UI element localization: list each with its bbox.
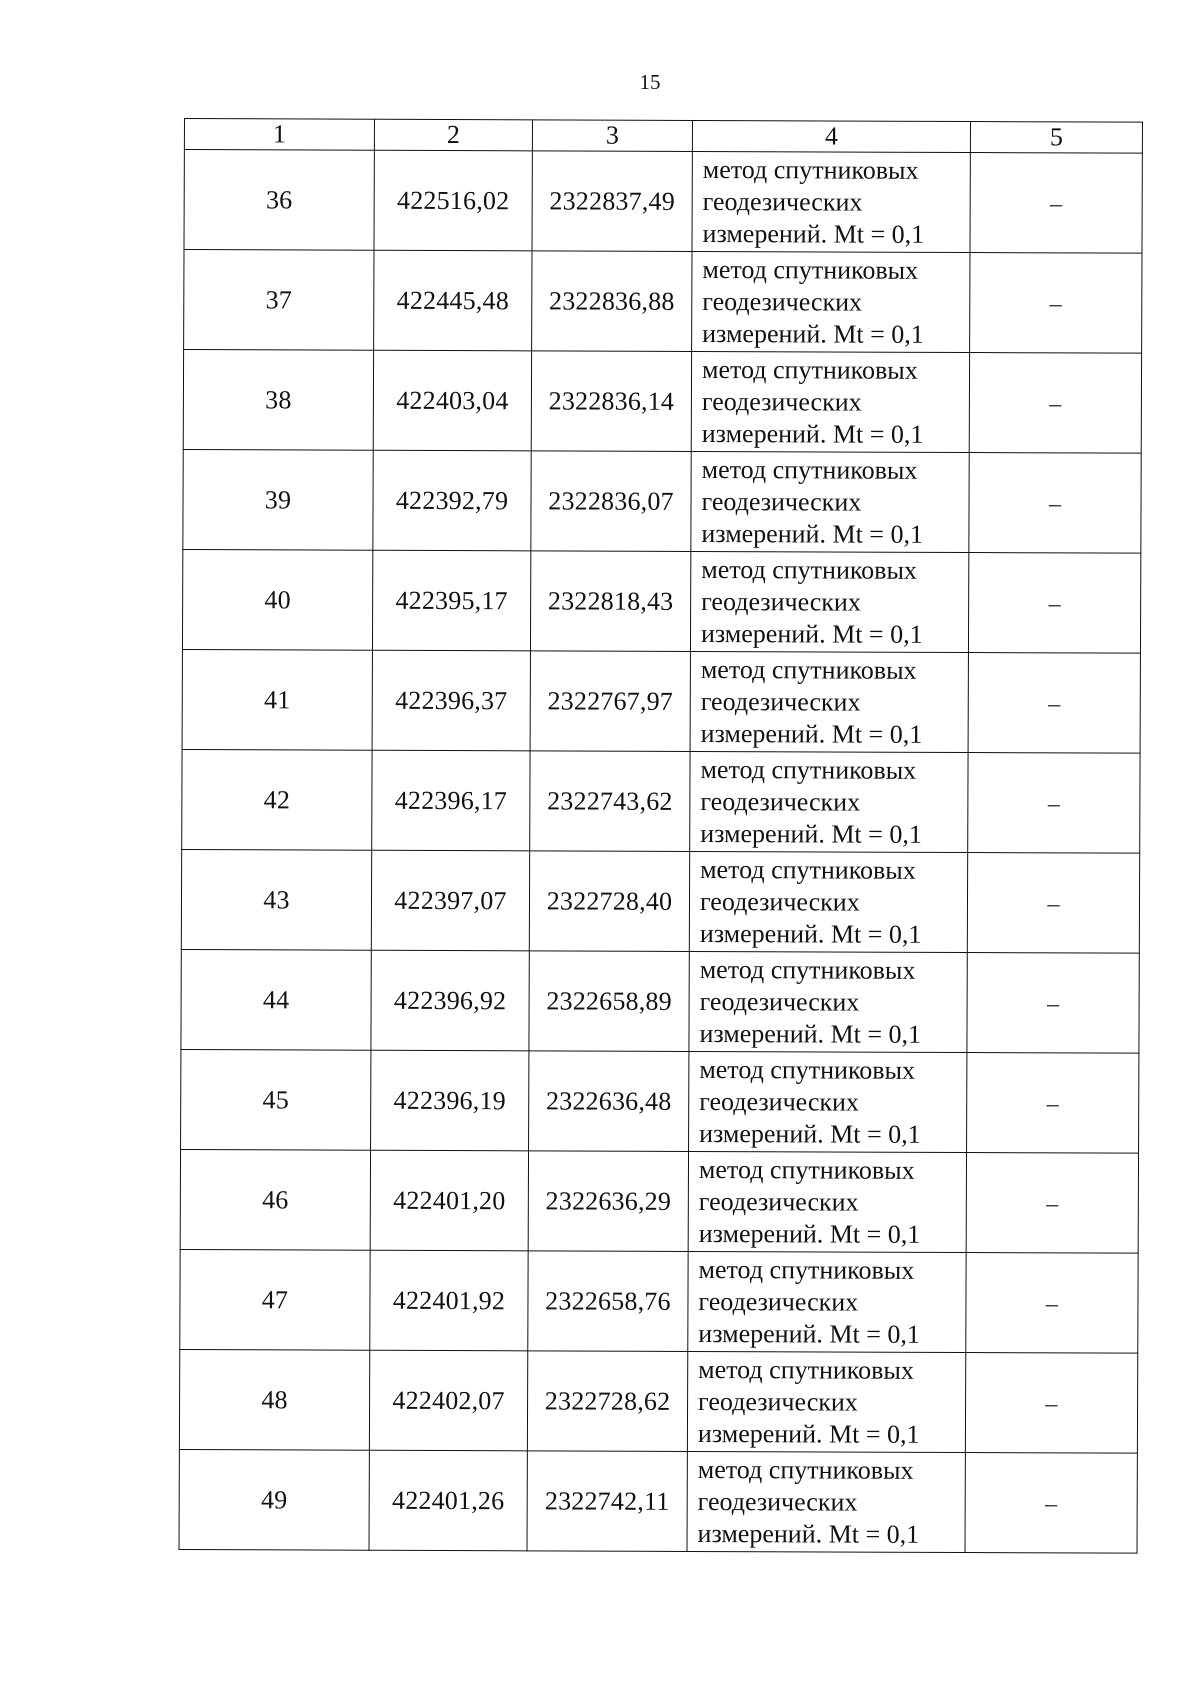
method-text-line: измерений. Mt = 0,1 <box>698 1318 921 1349</box>
x-coordinate-cell: 422401,20 <box>370 1150 528 1251</box>
point-number-cell: 39 <box>183 449 373 550</box>
coordinates-table <box>179 118 1143 1554</box>
point-number-cell: 45 <box>181 1049 371 1150</box>
y-coordinate-cell: 2322658,76 <box>528 1251 688 1352</box>
method-text-line: геодезических <box>699 986 860 1017</box>
table-row <box>181 1049 1139 1153</box>
y-coordinate-cell: 2322742,11 <box>527 1451 687 1552</box>
empty-value-dash: – <box>1050 190 1063 217</box>
table-row <box>180 1149 1138 1253</box>
table-row <box>184 150 1142 254</box>
method-text-line: измерений. Mt = 0,1 <box>697 1518 920 1549</box>
method-text-line: метод спутниковых <box>702 254 919 285</box>
method-text-line: метод спутниковых <box>698 1354 914 1385</box>
note-cell <box>969 453 1141 554</box>
method-text-line: геодезических <box>701 486 862 517</box>
note-cell <box>967 853 1139 954</box>
y-coordinate-cell: 2322636,48 <box>529 1051 689 1152</box>
method-text-line: метод спутниковых <box>699 954 916 985</box>
y-coordinate-cell: 2322728,40 <box>529 851 689 952</box>
method-text-line: геодезических <box>702 186 863 217</box>
column-header-1: 1 <box>184 119 374 151</box>
method-text-line: измерений. Mt = 0,1 <box>700 718 923 749</box>
empty-value-dash: – <box>1047 890 1060 917</box>
table-header-row <box>184 119 1142 154</box>
column-header-3: 3 <box>532 120 692 152</box>
note-cell <box>969 353 1141 454</box>
empty-value-dash: – <box>1045 1390 1058 1417</box>
x-coordinate-cell: 422401,26 <box>369 1450 527 1551</box>
table-body <box>179 150 1142 1554</box>
note-cell <box>968 753 1140 854</box>
x-coordinate-cell: 422401,92 <box>370 1250 528 1351</box>
note-cell <box>967 1053 1139 1154</box>
column-header-5: 5 <box>970 122 1142 154</box>
method-text-line: геодезических <box>702 286 863 317</box>
method-text-line: измерений. Mt = 0,1 <box>698 1218 921 1249</box>
method-cell <box>692 151 970 252</box>
method-text-line: геодезических <box>698 1186 859 1217</box>
y-coordinate-cell: 2322636,29 <box>528 1151 688 1252</box>
y-coordinate-cell: 2322836,14 <box>531 351 691 452</box>
point-number-cell: 42 <box>182 749 372 850</box>
method-text-line: метод спутниковых <box>701 554 918 585</box>
empty-value-dash: – <box>1045 1490 1058 1517</box>
point-number-cell: 47 <box>180 1249 370 1350</box>
method-cell <box>688 1151 966 1252</box>
point-number-cell: 41 <box>182 649 372 750</box>
note-cell <box>967 953 1139 1054</box>
method-text-line: метод спутниковых <box>697 1454 914 1485</box>
method-text-line: метод спутниковых <box>701 354 918 385</box>
method-text-line: измерений. Mt = 0,1 <box>699 1018 922 1049</box>
method-cell <box>690 651 968 752</box>
table-row <box>183 449 1141 553</box>
method-cell <box>689 851 967 952</box>
x-coordinate-cell: 422396,17 <box>372 750 530 851</box>
empty-value-dash: – <box>1048 690 1061 717</box>
method-text-line: метод спутниковых <box>698 1154 915 1185</box>
method-text-line: измерений. Mt = 0,1 <box>699 918 922 949</box>
method-text-line: геодезических <box>698 1286 859 1317</box>
empty-value-dash: – <box>1048 590 1061 617</box>
note-cell <box>968 553 1140 654</box>
empty-value-dash: – <box>1049 290 1062 317</box>
method-text-line: метод спутниковых <box>700 654 917 685</box>
point-number-cell: 49 <box>179 1449 369 1550</box>
empty-value-dash: – <box>1049 390 1062 417</box>
table-row <box>182 649 1140 753</box>
point-number-cell: 38 <box>183 350 373 451</box>
x-coordinate-cell: 422402,07 <box>369 1350 527 1451</box>
point-number-cell: 44 <box>181 949 371 1050</box>
empty-value-dash: – <box>1047 790 1060 817</box>
point-number-cell: 40 <box>182 549 372 650</box>
method-text-line: измерений. Mt = 0,1 <box>699 1118 921 1149</box>
y-coordinate-cell: 2322743,62 <box>530 751 690 852</box>
method-text-line: метод спутниковых <box>700 754 917 785</box>
method-text-line: геодезических <box>700 686 861 717</box>
method-cell <box>691 451 969 552</box>
y-coordinate-cell: 2322836,07 <box>531 451 691 552</box>
method-text-line: измерений. Mt = 0,1 <box>701 518 924 549</box>
method-cell <box>689 1051 967 1152</box>
y-coordinate-cell: 2322728,62 <box>527 1351 687 1452</box>
y-coordinate-cell: 2322837,49 <box>532 151 692 252</box>
column-header-2: 2 <box>374 119 532 151</box>
note-cell <box>966 1153 1138 1254</box>
method-cell <box>687 1451 965 1552</box>
method-text-line: геодезических <box>698 1386 858 1417</box>
page-number: 15 <box>639 70 661 94</box>
empty-value-dash: – <box>1048 490 1062 517</box>
note-cell <box>966 1253 1138 1354</box>
table-row <box>180 1249 1138 1353</box>
point-number-cell: 36 <box>184 150 374 251</box>
x-coordinate-cell: 422396,92 <box>371 950 529 1051</box>
method-text-line: измерений. Mt = 0,1 <box>702 218 925 249</box>
method-text-line: геодезических <box>697 1486 858 1517</box>
method-text-line: геодезических <box>700 786 861 817</box>
x-coordinate-cell: 422396,19 <box>371 1050 529 1151</box>
method-text-line: метод спутниковых <box>701 454 918 485</box>
method-cell <box>690 551 968 652</box>
note-cell <box>968 653 1140 754</box>
method-text-line: геодезических <box>699 886 860 917</box>
x-coordinate-cell: 422396,37 <box>372 650 530 751</box>
x-coordinate-cell: 422395,17 <box>372 550 530 651</box>
empty-value-dash: – <box>1046 1190 1059 1217</box>
note-cell <box>970 253 1142 354</box>
method-text-line: геодезических <box>701 386 862 417</box>
x-coordinate-cell: 422392,79 <box>373 450 531 551</box>
method-text-line: измерений. Mt = 0,1 <box>702 318 924 349</box>
note-cell <box>970 153 1142 254</box>
table-row <box>179 1349 1137 1453</box>
y-coordinate-cell: 2322658,89 <box>529 951 689 1052</box>
y-coordinate-cell: 2322836,88 <box>532 251 692 352</box>
method-text-line: метод спутниковых <box>702 154 919 185</box>
table-row <box>181 849 1139 953</box>
empty-value-dash: – <box>1046 1090 1059 1117</box>
column-header-4: 4 <box>692 120 970 152</box>
method-cell <box>692 251 970 352</box>
x-coordinate-cell: 422397,07 <box>371 850 529 951</box>
method-cell <box>690 751 968 852</box>
table-row <box>182 549 1140 653</box>
method-text-line: измерений. Mt = 0,1 <box>697 1418 920 1449</box>
y-coordinate-cell: 2322818,43 <box>530 551 690 652</box>
x-coordinate-cell: 422403,04 <box>373 350 531 451</box>
method-text-line: измерений. Mt = 0,1 <box>700 618 923 649</box>
method-cell <box>687 1351 965 1452</box>
method-text-line: геодезических <box>699 1086 860 1117</box>
empty-value-dash: – <box>1045 1290 1059 1317</box>
point-number-cell: 48 <box>179 1349 369 1450</box>
method-text-line: метод спутниковых <box>699 1054 916 1085</box>
method-text-line: метод спутниковых <box>698 1254 915 1285</box>
method-text-line: геодезических <box>701 586 861 617</box>
method-text-line: измерений. Mt = 0,1 <box>700 818 922 849</box>
method-text-line: метод спутниковых <box>700 854 916 885</box>
table-row <box>183 350 1141 454</box>
point-number-cell: 46 <box>180 1149 370 1250</box>
table-row <box>182 749 1140 853</box>
table-row <box>184 250 1142 354</box>
note-cell <box>965 1353 1137 1454</box>
y-coordinate-cell: 2322767,97 <box>530 651 690 752</box>
point-number-cell: 43 <box>181 849 371 950</box>
table-row <box>181 949 1139 1053</box>
x-coordinate-cell: 422445,48 <box>374 250 532 351</box>
method-cell <box>689 951 967 1052</box>
table-row <box>179 1449 1137 1553</box>
empty-value-dash: – <box>1047 990 1060 1017</box>
x-coordinate-cell: 422516,02 <box>374 150 532 251</box>
note-cell <box>965 1453 1137 1554</box>
method-cell <box>691 351 969 452</box>
point-number-cell: 37 <box>184 250 374 351</box>
method-text-line: измерений. Mt = 0,1 <box>701 418 924 449</box>
method-cell <box>688 1251 966 1352</box>
